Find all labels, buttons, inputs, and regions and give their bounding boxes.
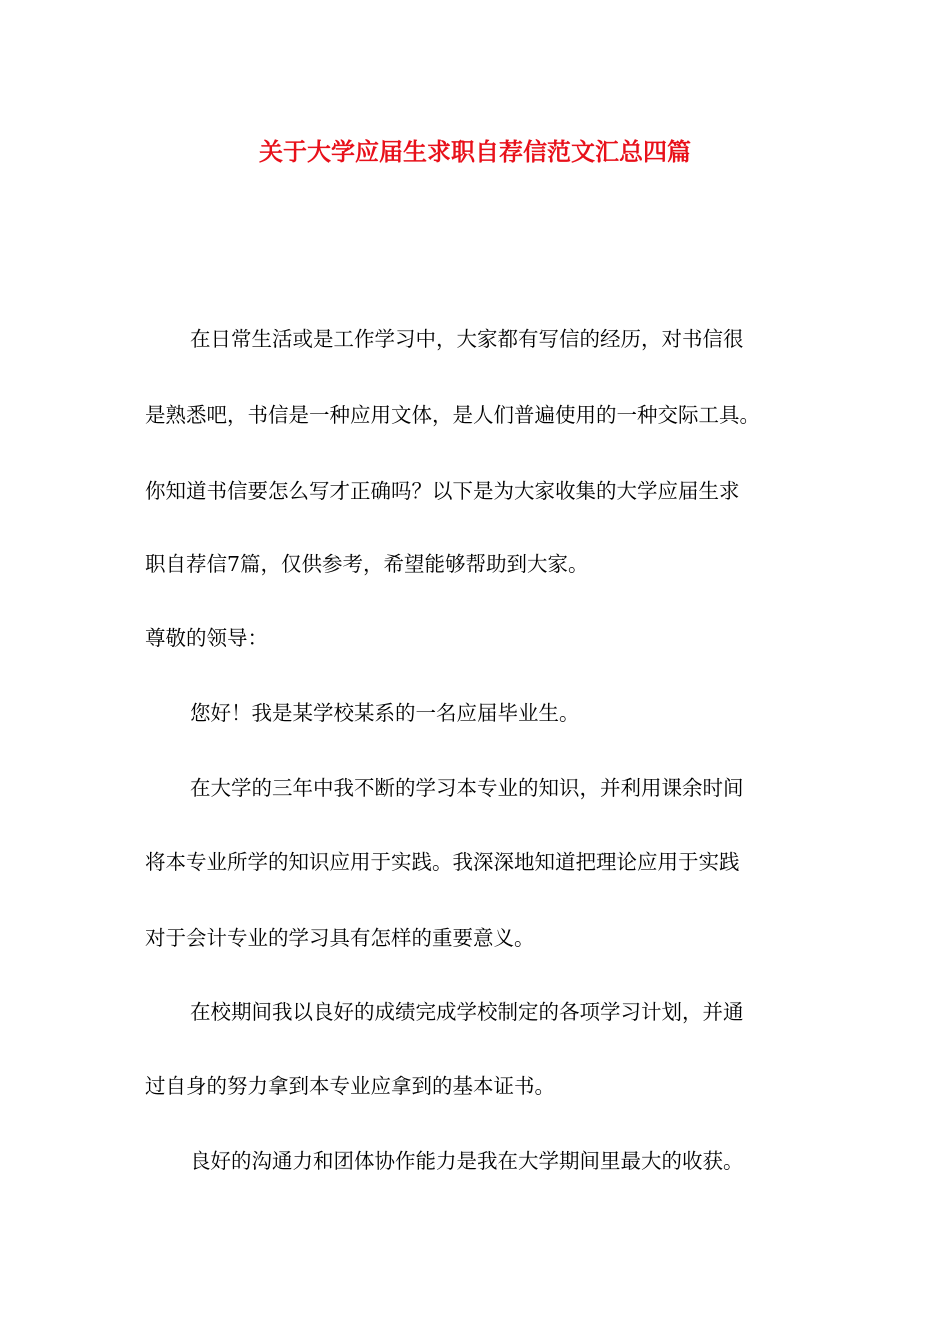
document-title: 关于大学应届生求职自荐信范文汇总四篇 — [259, 137, 691, 166]
paragraph-line: 职自荐信7篇，仅供参考，希望能够帮助到大家。 — [145, 552, 589, 576]
paragraph-line: 将本专业所学的知识应用于实践。我深深地知道把理论应用于实践 — [145, 850, 740, 874]
paragraph-line: 良好的沟通力和团体协作能力是我在大学期间里最大的收获。 — [190, 1149, 744, 1173]
paragraph-line: 是熟悉吧，书信是一种应用文体，是人们普遍使用的一种交际工具。 — [145, 403, 760, 427]
paragraph-line: 对于会计专业的学习具有怎样的重要意义。 — [145, 926, 535, 950]
paragraph-line: 你知道书信要怎么写才正确吗？以下是为大家收集的大学应届生求 — [145, 479, 740, 503]
paragraph-line: 在日常生活或是工作学习中，大家都有写信的经历，对书信很 — [190, 327, 744, 351]
salutation: 尊敬的领导： — [145, 626, 268, 650]
paragraph-line: 您好！我是某学校某系的一名应届毕业生。 — [190, 701, 580, 725]
paragraph-line: 过自身的努力拿到本专业应拿到的基本证书。 — [145, 1074, 555, 1098]
paragraph-line: 在大学的三年中我不断的学习本专业的知识，并利用课余时间 — [190, 776, 744, 800]
paragraph-line: 在校期间我以良好的成绩完成学校制定的各项学习计划，并通 — [190, 1000, 744, 1024]
